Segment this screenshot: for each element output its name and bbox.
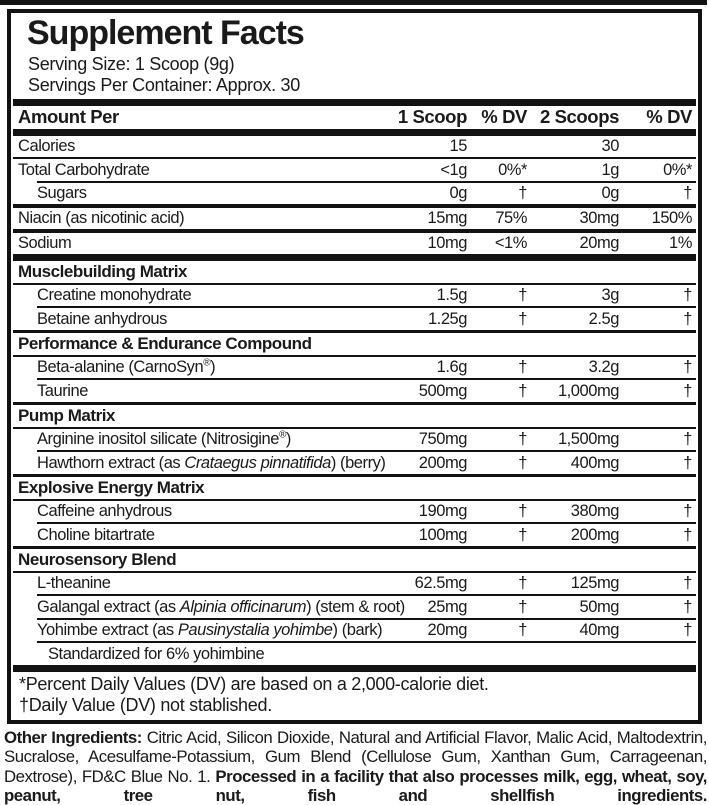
section-header-neurosensory-blend xyxy=(17,549,692,571)
ingredient-row-caffeine xyxy=(17,501,692,523)
section-header-explosive-energy xyxy=(17,477,692,499)
amount-1-scoop: 62.5mg xyxy=(414,574,467,593)
dv-1-scoop: † xyxy=(518,358,527,377)
col-header-1-scoop: 1 Scoop xyxy=(397,105,467,127)
ingredient-row-choline xyxy=(17,524,692,546)
dv-2-scoops: 0%* xyxy=(663,160,692,179)
dv-1-scoop: † xyxy=(518,621,527,640)
dv-1-scoop: † xyxy=(518,597,527,616)
amount-1-scoop: 190mg xyxy=(418,502,467,521)
amount-1-scoop: 10mg xyxy=(427,234,467,253)
dv-2-scoops: † xyxy=(683,430,692,449)
section-header-pump-matrix xyxy=(17,405,692,427)
servings-per-container-text: Servings Per Container: Approx. 30 xyxy=(28,74,300,95)
dv-2-scoops: † xyxy=(683,453,692,472)
serving-size-text: Serving Size: 1 Scoop (9g) xyxy=(28,53,235,74)
dv-1-scoop: <1% xyxy=(494,234,527,253)
ingredient-row-sodium xyxy=(17,233,692,255)
ingredient-name: Hawthorn extract (as Crataegus pinnatifida) (berry) xyxy=(37,453,386,472)
amount-1-scoop: 1.6g xyxy=(436,358,467,377)
section-header-musclebuilding-matrix xyxy=(17,261,692,283)
ingredient-name: Yohimbe extract (as Pausinystalia yohimbe) (bark) xyxy=(37,621,383,640)
amount-2-scoops: 30mg xyxy=(579,209,619,228)
dv-1-scoop: † xyxy=(518,184,527,203)
amount-1-scoop: 200mg xyxy=(418,453,467,472)
column-header-row xyxy=(17,106,692,129)
top-rule-divider xyxy=(0,0,707,5)
section-title: Pump Matrix xyxy=(18,405,116,425)
amount-2-scoops: 0g xyxy=(601,184,619,203)
dv-2-scoops: † xyxy=(683,184,692,203)
amount-1-scoop: 20mg xyxy=(427,621,467,640)
ingredient-name: Caffeine anhydrous xyxy=(37,502,172,521)
dv-2-scoops: † xyxy=(683,286,692,305)
amount-2-scoops: 2.5g xyxy=(588,309,619,328)
amount-per-header: Amount Per xyxy=(18,105,119,127)
dv-1-scoop: † xyxy=(518,453,527,472)
amount-1-scoop: 15mg xyxy=(427,209,467,228)
amount-2-scoops: 3.2g xyxy=(588,358,619,377)
dv-1-scoop: † xyxy=(518,430,527,449)
ingredient-row-l-theanine xyxy=(17,573,692,595)
amount-1-scoop: 0g xyxy=(449,184,467,203)
amount-2-scoops: 400mg xyxy=(570,453,619,472)
dv-2-scoops: † xyxy=(683,502,692,521)
ingredient-row-calories xyxy=(17,136,692,158)
standardized-note-row xyxy=(17,643,692,665)
amount-1-scoop: 1.5g xyxy=(436,286,467,305)
dv-2-scoops: † xyxy=(683,574,692,593)
dv-1-scoop: † xyxy=(518,525,527,544)
thick-divider xyxy=(13,665,696,672)
ingredient-name: Beta-alanine (CarnoSyn®) xyxy=(37,357,216,377)
dv-1-scoop: † xyxy=(518,381,527,400)
thick-divider xyxy=(13,129,696,136)
ingredient-name: Sodium xyxy=(18,234,72,253)
section-title: Performance & Endurance Compound xyxy=(18,333,312,353)
col-header-2-scoops: 2 Scoops xyxy=(539,105,619,127)
dv-2-scoops: † xyxy=(683,597,692,616)
dv-1-scoop: 75% xyxy=(495,209,527,228)
panel-title: Supplement Facts xyxy=(27,14,304,52)
amount-1-scoop: 500mg xyxy=(418,381,467,400)
dv-2-scoops: † xyxy=(683,358,692,377)
dv-2-scoops: † xyxy=(683,309,692,328)
amount-2-scoops: 20mg xyxy=(579,234,619,253)
col-header-dv-1: % DV xyxy=(481,105,527,127)
standardized-note: Standardized for 6% yohimbine xyxy=(48,644,265,663)
ingredient-row-arginine xyxy=(17,429,692,451)
section-title: Explosive Energy Matrix xyxy=(18,477,205,497)
amount-2-scoops: 1,500mg xyxy=(557,430,619,449)
ingredient-name: Calories xyxy=(18,137,75,156)
ingredient-row-galangal xyxy=(17,596,692,618)
amount-1-scoop: 750mg xyxy=(418,430,467,449)
ingredient-name: Creatine monohydrate xyxy=(37,286,192,305)
dv-1-scoop: † xyxy=(518,286,527,305)
ingredient-name: Niacin (as nicotinic acid) xyxy=(18,209,185,228)
ingredient-name: Taurine xyxy=(37,381,88,400)
thick-divider xyxy=(13,99,696,106)
amount-1-scoop: 1.25g xyxy=(427,309,467,328)
percent-dv-footnote: *Percent Daily Values (DV) are based on a 2,000-calorie diet. xyxy=(19,673,489,694)
supplement-facts-panel xyxy=(7,9,702,724)
ingredient-row-total-carbohydrate xyxy=(17,159,692,181)
section-header-performance-endurance xyxy=(17,333,692,355)
section-title: Neurosensory Blend xyxy=(18,549,177,569)
amount-2-scoops: 3g xyxy=(601,286,619,305)
ingredient-name: Betaine anhydrous xyxy=(37,309,167,328)
ingredient-name: Choline bitartrate xyxy=(37,525,155,544)
dv-1-scoop: † xyxy=(518,574,527,593)
amount-2-scoops: 30 xyxy=(601,137,619,156)
ingredient-row-taurine xyxy=(17,380,692,402)
ingredient-row-beta-alanine xyxy=(17,357,692,379)
dv-2-scoops: 1% xyxy=(669,234,692,253)
ingredient-row-betaine xyxy=(17,308,692,330)
ingredient-name: Total Carbohydrate xyxy=(18,160,150,179)
ingredient-name: Arginine inositol silicate (Nitrosigine®) xyxy=(37,429,291,449)
dv-1-scoop: 0%* xyxy=(498,160,527,179)
dv-2-scoops: 150% xyxy=(651,209,692,228)
ingredient-name: Sugars xyxy=(37,184,87,203)
other-ingredients-paragraph: Other Ingredients: Citric Acid, Silicon Dioxide, Natural and Artificial Flavor, Malic Acid, Maltodextrin, Sucralose, Acesulfame-Potassium, Gum Blend (Cellulose Gum, Xanthan Gum, Carrageenan, Dextrose), FD&C Blue No. 1. Processed in a facility that also processes milk, egg, wheat, soy, peanut, tree nut, fish and shellfish ingredients. xyxy=(4,727,707,805)
ingredient-row-hawthorn xyxy=(17,452,692,474)
amount-1-scoop: 100mg xyxy=(418,525,467,544)
amount-2-scoops: 1g xyxy=(601,160,619,179)
amount-2-scoops: 200mg xyxy=(570,525,619,544)
col-header-dv-2: % DV xyxy=(646,105,692,127)
dv-2-scoops: † xyxy=(683,621,692,640)
amount-2-scoops: 380mg xyxy=(570,502,619,521)
dv-2-scoops: † xyxy=(683,381,692,400)
amount-2-scoops: 50mg xyxy=(579,597,619,616)
dv-not-established-footnote: †Daily Value (DV) not stablished. xyxy=(19,694,272,715)
ingredient-name: L-theanine xyxy=(37,574,111,593)
amount-2-scoops: 40mg xyxy=(579,621,619,640)
ingredient-row-creatine xyxy=(17,285,692,307)
dv-1-scoop: † xyxy=(518,502,527,521)
dv-2-scoops: † xyxy=(683,525,692,544)
ingredient-row-sugars xyxy=(17,183,692,205)
ingredient-name: Galangal extract (as Alpinia officinarum) (stem & root) xyxy=(37,597,405,616)
amount-1-scoop: <1g xyxy=(440,160,467,179)
footnotes-block xyxy=(17,672,692,720)
section-divider xyxy=(13,254,696,261)
dv-1-scoop: † xyxy=(518,309,527,328)
section-title: Musclebuilding Matrix xyxy=(18,261,188,281)
amount-1-scoop: 15 xyxy=(449,137,467,156)
ingredient-row-niacin xyxy=(17,208,692,230)
ingredient-row-yohimbe xyxy=(17,620,692,642)
amount-1-scoop: 25mg xyxy=(427,597,467,616)
amount-2-scoops: 1,000mg xyxy=(557,381,619,400)
amount-2-scoops: 125mg xyxy=(570,574,619,593)
